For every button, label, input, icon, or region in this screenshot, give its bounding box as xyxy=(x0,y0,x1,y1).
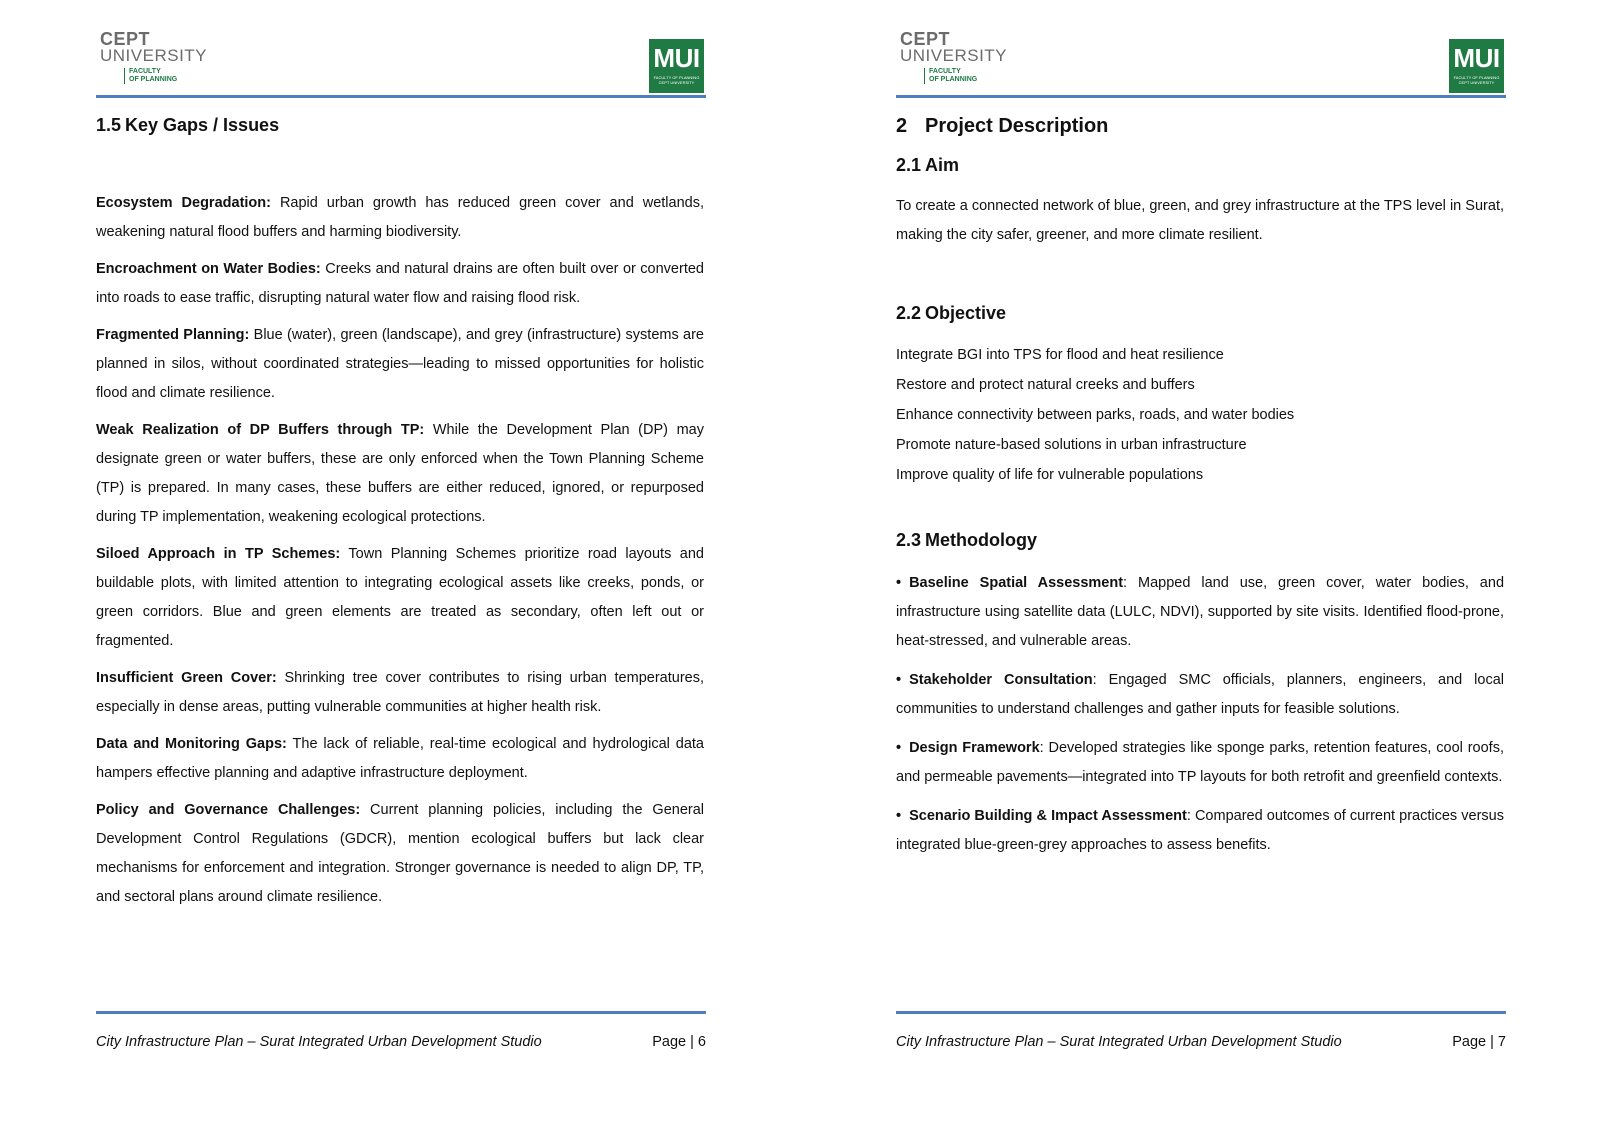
section-title: Aim xyxy=(925,155,960,175)
footer-title: City Infrastructure Plan – Surat Integrated Urban Development Studio xyxy=(96,1034,542,1050)
cept-logo-line2: UNIVERSITY xyxy=(900,46,1008,65)
page-number: Page | 6 xyxy=(652,1034,706,1050)
section-heading-objective xyxy=(896,300,1504,326)
section-title: Objective xyxy=(925,303,1007,323)
gap-item xyxy=(96,796,704,912)
gap-term: Data and Monitoring Gaps: xyxy=(96,736,287,752)
section-title: Methodology xyxy=(925,530,1037,550)
objective-item: Integrate BGI into TPS for flood and heat resilience xyxy=(896,347,1224,363)
aim-text: To create a connected network of blue, green, and grey infrastructure at the TPS level in Surat, making the city safer, greener, and more climate resilient. xyxy=(896,198,1504,243)
method-text: : Engaged SMC officials, planners, engineers, and local communities to understand challenges and gather inputs for feasible solutions. xyxy=(896,672,1504,717)
page-footer xyxy=(96,1011,706,1050)
methodology-item xyxy=(896,734,1504,792)
gap-item xyxy=(96,730,704,788)
gap-item xyxy=(96,664,704,722)
faculty-line1: FACULTY xyxy=(929,68,961,75)
section-number: 2.3 xyxy=(896,530,922,550)
gap-text: Town Planning Schemes prioritize road layouts and buildable plots, with limited attention to integrating ecological assets like creeks, ponds, or green corridors. Blue and green elements are treated as secondary, often left out or fragmented. xyxy=(96,546,704,649)
faculty-line2: OF PLANNING xyxy=(129,76,178,83)
gap-term: Fragmented Planning: xyxy=(96,327,250,343)
footer-rule xyxy=(896,1011,1506,1014)
header-rule xyxy=(896,95,1506,98)
faculty-of-planning-label xyxy=(124,68,207,84)
faculty-line2: OF PLANNING xyxy=(929,76,978,83)
mui-logo-sub1: FACULTY OF PLANNING xyxy=(1453,75,1500,80)
mui-logo xyxy=(649,39,704,93)
section-heading-methodology xyxy=(896,527,1504,553)
objective-item: Improve quality of life for vulnerable populations xyxy=(896,467,1204,483)
footer-title: City Infrastructure Plan – Surat Integrated Urban Development Studio xyxy=(896,1034,1342,1050)
method-term: Stakeholder Consultation xyxy=(909,672,1093,688)
method-term: Scenario Building & Impact Assessment xyxy=(909,808,1187,824)
cept-university-logo xyxy=(100,30,207,84)
mui-logo-sub2: CEPT UNIVERSITY xyxy=(658,80,695,85)
gap-text: Current planning policies, including the General Development Control Regulations (GDCR), mention ecological buffers but lack clear mechanisms for enforcement and integration. Stronger governance is needed to align DP, TP, and sectoral plans around climate resilience. xyxy=(96,802,705,905)
bullet-icon: • xyxy=(896,672,902,688)
gap-term: Insufficient Green Cover: xyxy=(96,670,277,686)
methodology-item xyxy=(896,802,1504,860)
chapter-title: Project Description xyxy=(925,115,1109,137)
mui-logo-text: MUI xyxy=(653,43,700,73)
section-heading-key-gaps xyxy=(96,112,704,138)
mui-logo-text: MUI xyxy=(1453,43,1500,73)
footer-rule xyxy=(96,1011,706,1014)
page-footer xyxy=(896,1011,1506,1050)
chapter-heading xyxy=(896,112,1504,140)
gap-text: Shrinking tree cover contributes to rising urban temperatures, especially in dense areas, putting vulnerable communities at higher health risk. xyxy=(96,670,704,715)
section-number: 1.5 xyxy=(96,115,122,135)
page-7 xyxy=(896,0,1506,1131)
gap-text: Rapid urban growth has reduced green cover and wetlands, weakening natural flood buffers and harming biodiversity. xyxy=(96,195,704,240)
methodology-item xyxy=(896,666,1504,724)
section-number: 2.2 xyxy=(896,303,922,323)
page-body xyxy=(96,112,704,920)
gap-item xyxy=(96,189,704,247)
method-term: Baseline Spatial Assessment xyxy=(909,575,1124,591)
page-header xyxy=(896,28,1506,98)
cept-logo-line1: CEPT xyxy=(100,29,151,49)
objective-item: Enhance connectivity between parks, roads, and water bodies xyxy=(896,407,1295,423)
cept-university-logo xyxy=(900,30,1007,84)
faculty-of-planning-label xyxy=(924,68,1007,84)
gap-term: Siloed Approach in TP Schemes: xyxy=(96,546,341,562)
gap-item xyxy=(96,255,704,313)
chapter-number: 2 xyxy=(896,115,908,137)
mui-logo-sub2: CEPT UNIVERSITY xyxy=(1458,80,1495,85)
objective-item: Restore and protect natural creeks and buffers xyxy=(896,377,1195,393)
objective-list xyxy=(896,340,1504,490)
page-header xyxy=(96,28,706,98)
section-heading-aim xyxy=(896,152,1504,178)
method-term: Design Framework xyxy=(909,740,1040,756)
bullet-icon: • xyxy=(896,808,902,824)
gap-text: The lack of reliable, real-time ecological and hydrological data hampers effective planning and adaptive infrastructure deployment. xyxy=(96,736,704,781)
gap-item xyxy=(96,540,704,656)
gap-term: Encroachment on Water Bodies: xyxy=(96,261,321,277)
page-body xyxy=(896,112,1504,870)
mui-logo-sub1: FACULTY OF PLANNING xyxy=(653,75,700,80)
gap-text: Blue (water), green (landscape), and grey (infrastructure) systems are planned in silos, without coordinated strategies—leading to missed opportunities for holistic flood and climate resilience. xyxy=(96,327,704,401)
method-text: : Mapped land use, green cover, water bodies, and infrastructure using satellite data (LULC, NDVI), supported by site visits. Identified flood-prone, heat-stressed, and vulnerable areas. xyxy=(896,575,1505,649)
gap-text: Creeks and natural drains are often built over or converted into roads to ease traffic, disrupting natural water flow and raising flood risk. xyxy=(96,261,704,306)
methodology-item xyxy=(896,569,1504,656)
page-6 xyxy=(96,0,706,1131)
gap-term: Ecosystem Degradation: xyxy=(96,195,271,211)
section-number: 2.1 xyxy=(896,155,922,175)
cept-logo-line2: UNIVERSITY xyxy=(100,46,208,65)
faculty-line1: FACULTY xyxy=(129,68,161,75)
bullet-icon: • xyxy=(896,575,902,591)
section-title: Key Gaps / Issues xyxy=(125,115,280,135)
method-text: : Developed strategies like sponge parks, retention features, cool roofs, and permeable pavements—integrated into TP layouts for both retrofit and greenfield contexts. xyxy=(896,740,1504,785)
page-number: Page | 7 xyxy=(1452,1034,1506,1050)
gap-item xyxy=(96,321,704,408)
objective-item: Promote nature-based solutions in urban infrastructure xyxy=(896,437,1247,453)
bullet-icon: • xyxy=(896,740,902,756)
gap-term: Policy and Governance Challenges: xyxy=(96,802,361,818)
cept-logo-line1: CEPT xyxy=(900,29,951,49)
mui-logo xyxy=(1449,39,1504,93)
method-text: : Compared outcomes of current practices versus integrated blue-green-grey approaches to assess benefits. xyxy=(896,808,1504,853)
gap-text: While the Development Plan (DP) may designate green or water buffers, these are only enforced when the Town Planning Scheme (TP) is prepared. In many cases, these buffers are either reduced, ignored, or repurposed during TP implementation, weakening ecological protections. xyxy=(96,422,704,525)
gap-term: Weak Realization of DP Buffers through TP: xyxy=(96,422,425,438)
gap-item xyxy=(96,416,704,532)
header-rule xyxy=(96,95,706,98)
